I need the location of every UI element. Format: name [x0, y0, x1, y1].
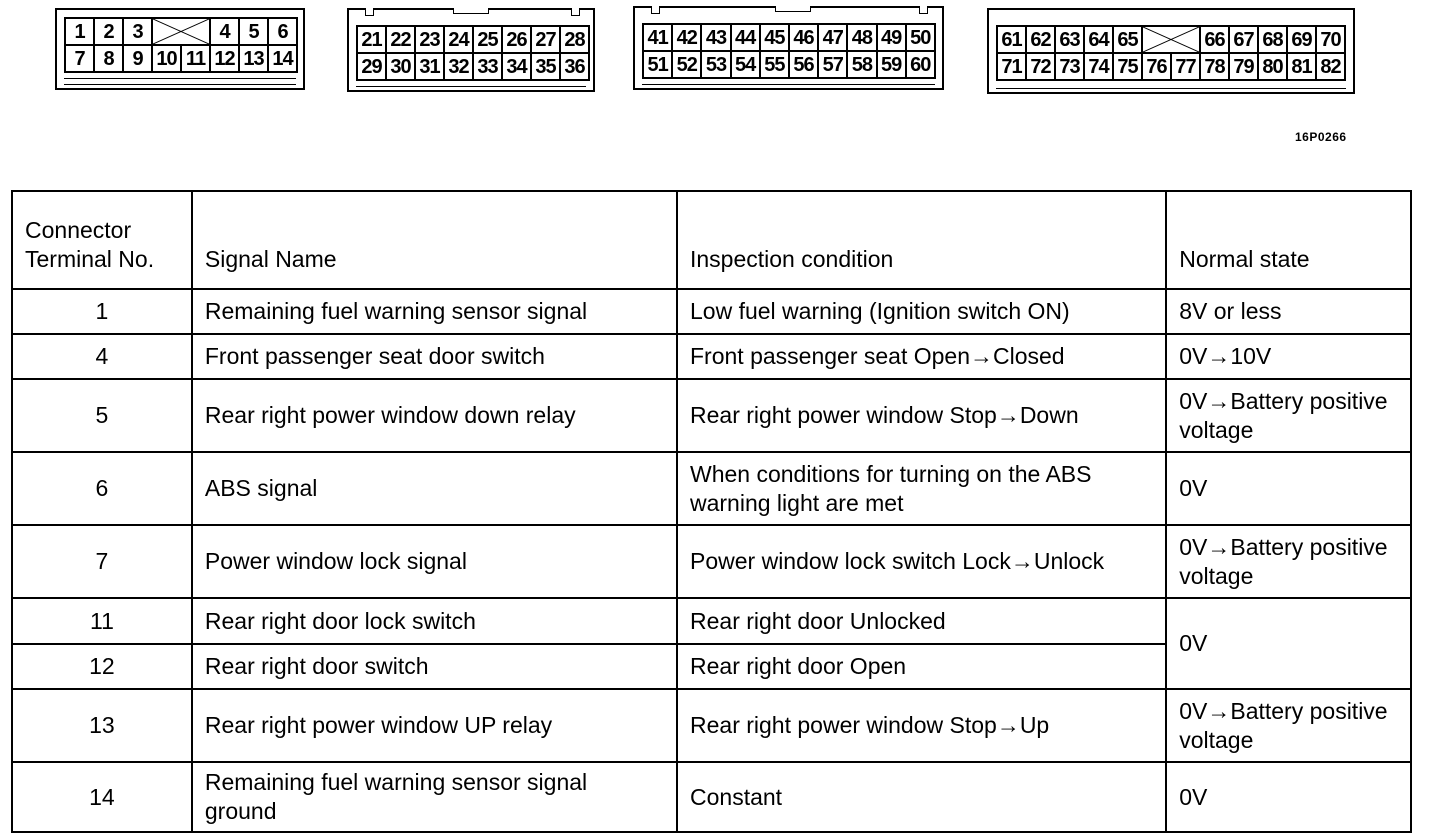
signal-cell: Rear right door switch [192, 644, 677, 689]
pin: 73 [1055, 53, 1084, 80]
inspection-cell: When conditions for turning on the ABS warning light are met [677, 452, 1166, 525]
pin: 29 [357, 53, 386, 80]
pin: 58 [847, 51, 876, 78]
figure-code: 16P0266 [1295, 130, 1347, 144]
pin: 14 [268, 45, 297, 72]
pin: 53 [701, 51, 730, 78]
pin: 80 [1258, 53, 1287, 80]
pin: 10 [152, 45, 181, 72]
terminal-cell: 12 [12, 644, 192, 689]
table-row [12, 379, 1411, 452]
pin: 79 [1229, 53, 1258, 80]
pin: 68 [1258, 26, 1287, 53]
pin: 62 [1026, 26, 1055, 53]
pin: 75 [1113, 53, 1142, 80]
pin: 82 [1316, 53, 1345, 80]
pin: 8 [94, 45, 123, 72]
terminal-cell: 14 [12, 762, 192, 832]
pin: 66 [1200, 26, 1229, 53]
table-header-row [12, 191, 1411, 289]
inspection-cell: Rear right door Unlocked [677, 598, 1166, 644]
connector-2 [347, 8, 595, 92]
pin: 23 [415, 26, 444, 53]
normal-cell: 0V→10V [1166, 334, 1411, 379]
connector-rail [996, 88, 1346, 89]
header-normal: Normal state [1166, 191, 1411, 289]
pin: 24 [444, 26, 473, 53]
normal-cell: 0V→Battery positive voltage [1166, 525, 1411, 598]
pin: 63 [1055, 26, 1084, 53]
pin: 11 [181, 45, 210, 72]
normal-cell: 8V or less [1166, 289, 1411, 334]
pin: 5 [239, 18, 268, 45]
pin: 76 [1142, 53, 1171, 80]
terminal-cell: 11 [12, 598, 192, 644]
inspection-cell: Rear right door Open [677, 644, 1166, 689]
table-row [12, 334, 1411, 379]
header-signal: Signal Name [192, 191, 677, 289]
inspection-cell: Rear right power window Stop→Up [677, 689, 1166, 762]
pin: 4 [210, 18, 239, 45]
pin: 28 [560, 26, 589, 53]
pin: 52 [672, 51, 701, 78]
connector-rail [64, 84, 296, 85]
pin: 72 [1026, 53, 1055, 80]
terminal-spec-table [11, 190, 1412, 833]
signal-cell: Rear right door lock switch [192, 598, 677, 644]
pin: 25 [473, 26, 502, 53]
pin: 31 [415, 53, 444, 80]
pin: 44 [731, 24, 760, 51]
blank-cavity-icon [1142, 26, 1200, 53]
pin: 78 [1200, 53, 1229, 80]
pin: 27 [531, 26, 560, 53]
header-terminal-line2: Terminal No. [25, 246, 155, 272]
terminal-cell: 13 [12, 689, 192, 762]
pin: 13 [239, 45, 268, 72]
pin: 59 [877, 51, 906, 78]
pin: 2 [94, 18, 123, 45]
pin: 69 [1287, 26, 1316, 53]
terminal-cell: 4 [12, 334, 192, 379]
inspection-cell: Rear right power window Stop→Down [677, 379, 1166, 452]
pin: 7 [65, 45, 94, 72]
pin: 64 [1084, 26, 1113, 53]
inspection-cell: Power window lock switch Lock→Unlock [677, 525, 1166, 598]
pin: 49 [877, 24, 906, 51]
terminal-cell: 5 [12, 379, 192, 452]
pin: 56 [789, 51, 818, 78]
signal-cell: Rear right power window UP relay [192, 689, 677, 762]
pin: 22 [386, 26, 415, 53]
pin: 3 [123, 18, 152, 45]
connector-3-pins [642, 23, 936, 79]
pin: 9 [123, 45, 152, 72]
connector-4 [987, 8, 1355, 94]
normal-cell: 0V→Battery positive voltage [1166, 689, 1411, 762]
pin: 55 [760, 51, 789, 78]
pin: 81 [1287, 53, 1316, 80]
connector-rail [356, 86, 586, 87]
pin: 36 [560, 53, 589, 80]
connector-rail [64, 78, 296, 79]
pin: 33 [473, 53, 502, 80]
terminal-cell: 1 [12, 289, 192, 334]
normal-cell: 0V→Battery positive voltage [1166, 379, 1411, 452]
connector-1 [55, 8, 305, 90]
table-row [12, 598, 1411, 644]
pin: 65 [1113, 26, 1142, 53]
pin: 47 [818, 24, 847, 51]
table-row [12, 452, 1411, 525]
connector-3 [633, 6, 944, 90]
connector-4-pins [996, 25, 1346, 81]
connector-latch [651, 6, 660, 14]
normal-cell: 0V [1166, 762, 1411, 832]
connector-latch [775, 6, 811, 12]
table-row [12, 689, 1411, 762]
connector-latch [453, 8, 489, 14]
pin: 30 [386, 53, 415, 80]
pin: 45 [760, 24, 789, 51]
table-row [12, 762, 1411, 832]
pin: 6 [268, 18, 297, 45]
normal-cell: 0V [1166, 452, 1411, 525]
pin: 21 [357, 26, 386, 53]
pin: 71 [997, 53, 1026, 80]
pin: 12 [210, 45, 239, 72]
table-row [12, 289, 1411, 334]
pin: 51 [643, 51, 672, 78]
pin: 32 [444, 53, 473, 80]
inspection-cell: Constant [677, 762, 1166, 832]
pin: 48 [847, 24, 876, 51]
pin: 57 [818, 51, 847, 78]
connector-2-pins [356, 25, 590, 81]
signal-cell: Front passenger seat door switch [192, 334, 677, 379]
pin: 34 [502, 53, 531, 80]
pin: 67 [1229, 26, 1258, 53]
inspection-cell: Front passenger seat Open→Closed [677, 334, 1166, 379]
signal-cell: Remaining fuel warning sensor signal ground [192, 762, 677, 832]
pin: 46 [789, 24, 818, 51]
pin: 54 [731, 51, 760, 78]
signal-cell: ABS signal [192, 452, 677, 525]
header-terminal-line1: Connector [25, 217, 132, 243]
pin: 35 [531, 53, 560, 80]
header-inspection: Inspection condition [677, 191, 1166, 289]
signal-cell: Remaining fuel warning sensor signal [192, 289, 677, 334]
blank-cavity-icon [152, 18, 210, 45]
normal-cell: 0V [1166, 598, 1411, 689]
signal-cell: Power window lock signal [192, 525, 677, 598]
inspection-cell: Low fuel warning (Ignition switch ON) [677, 289, 1166, 334]
pin: 1 [65, 18, 94, 45]
pin: 26 [502, 26, 531, 53]
pin: 61 [997, 26, 1026, 53]
terminal-cell: 6 [12, 452, 192, 525]
pin: 77 [1171, 53, 1200, 80]
connector-latch [919, 6, 928, 14]
pin: 42 [672, 24, 701, 51]
pin: 41 [643, 24, 672, 51]
signal-cell: Rear right power window down relay [192, 379, 677, 452]
pin: 50 [906, 24, 935, 51]
pin: 43 [701, 24, 730, 51]
connector-1-pins [64, 17, 298, 73]
pin: 70 [1316, 26, 1345, 53]
header-terminal [12, 191, 192, 289]
pin: 60 [906, 51, 935, 78]
connector-latch [571, 8, 580, 16]
connector-latch [365, 8, 374, 16]
pin: 74 [1084, 53, 1113, 80]
terminal-cell: 7 [12, 525, 192, 598]
table-row [12, 525, 1411, 598]
connector-rail [642, 84, 935, 85]
